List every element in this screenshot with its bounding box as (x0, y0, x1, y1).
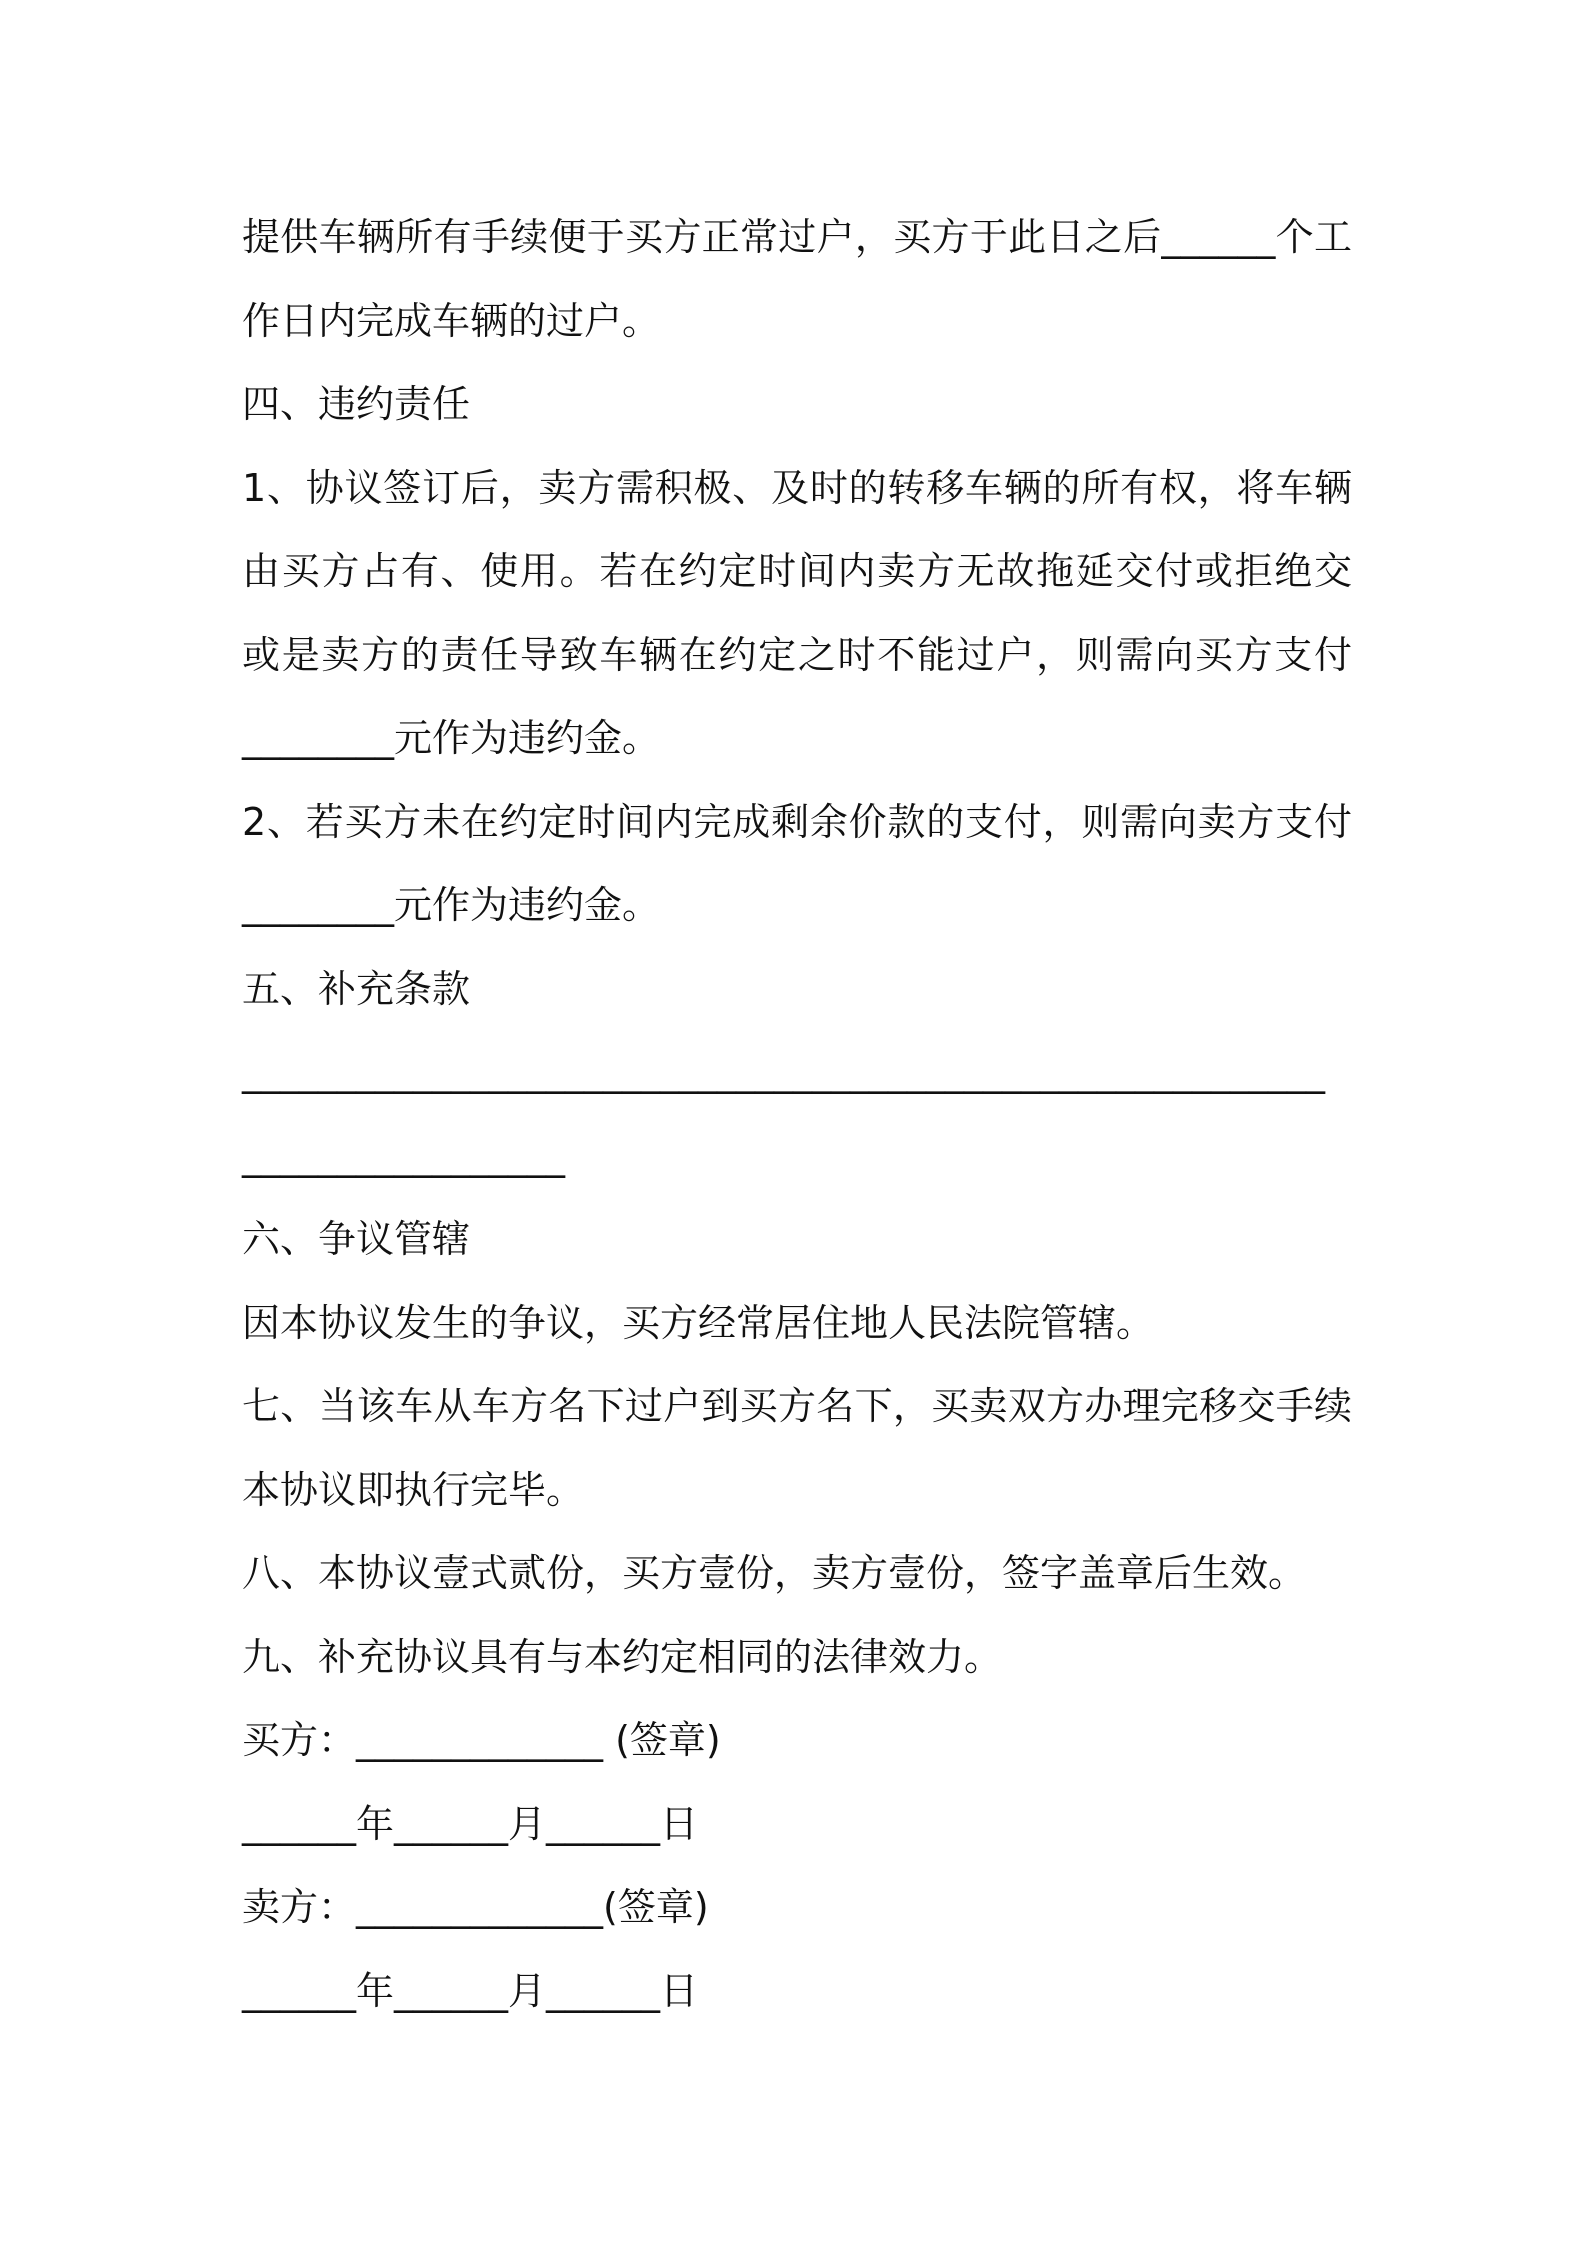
section-heading-supplementary-terms: 五、补充条款 (242, 966, 471, 1011)
seller-signature-line: 卖方：_____________(签章) (242, 1885, 709, 1929)
clause-7-line-1: 七、当该车从车方名下过户到买方名下，买卖双方办理完移交手续 (242, 1384, 1352, 1428)
section-heading-breach-liability: 四、违约责任 (242, 382, 471, 426)
breach-item-1-line-3: 或是卖方的责任导致车辆在约定之时不能过户，则需向买方支付 (242, 632, 1352, 677)
breach-item-2-line-1: 2、若买方未在约定时间内完成剩余价款的支付，则需向卖方支付 (242, 799, 1352, 844)
section-heading-dispute-jurisdiction: 六、争议管辖 (242, 1217, 471, 1261)
breach-item-1-line-2: 由买方占有、使用。若在约定时间内卖方无故拖延交付或拒绝交 (242, 549, 1352, 593)
clause-8-text: 八、本协议壹式贰份，买方壹份，卖方壹份，签字盖章后生效。 (242, 1551, 1307, 1595)
buyer-signature-line: 买方：_____________ (签章) (242, 1718, 721, 1762)
clause-3-text-line-2: 作日内完成车辆的过户。 (242, 298, 661, 343)
seller-date-line: ______年______月______日 (242, 1968, 699, 2013)
supplementary-blank-line-2: _________________ (242, 1133, 565, 1178)
breach-item-2-line-2: ________元作为违约金。 (242, 883, 661, 927)
supplementary-blank-line-1: _________________________________________________________ (242, 1050, 1325, 1094)
dispute-jurisdiction-text: 因本协议发生的争议，买方经常居住地人民法院管辖。 (242, 1300, 1155, 1345)
clause-7-line-2: 本协议即执行完毕。 (242, 1467, 585, 1512)
breach-item-1-line-1: 1、协议签订后，卖方需积极、及时的转移车辆的所有权，将车辆 (242, 465, 1352, 510)
breach-item-1-line-4: ________元作为违约金。 (242, 716, 661, 760)
document-page (242, 196, 1362, 2033)
clause-3-text-line-1: 提供车辆所有手续便于买方正常过户，买方于此日之后______个工 (242, 215, 1352, 259)
clause-9-text: 九、补充协议具有与本约定相同的法律效力。 (242, 1634, 1003, 1679)
buyer-date-line: ______年______月______日 (242, 1801, 699, 1846)
